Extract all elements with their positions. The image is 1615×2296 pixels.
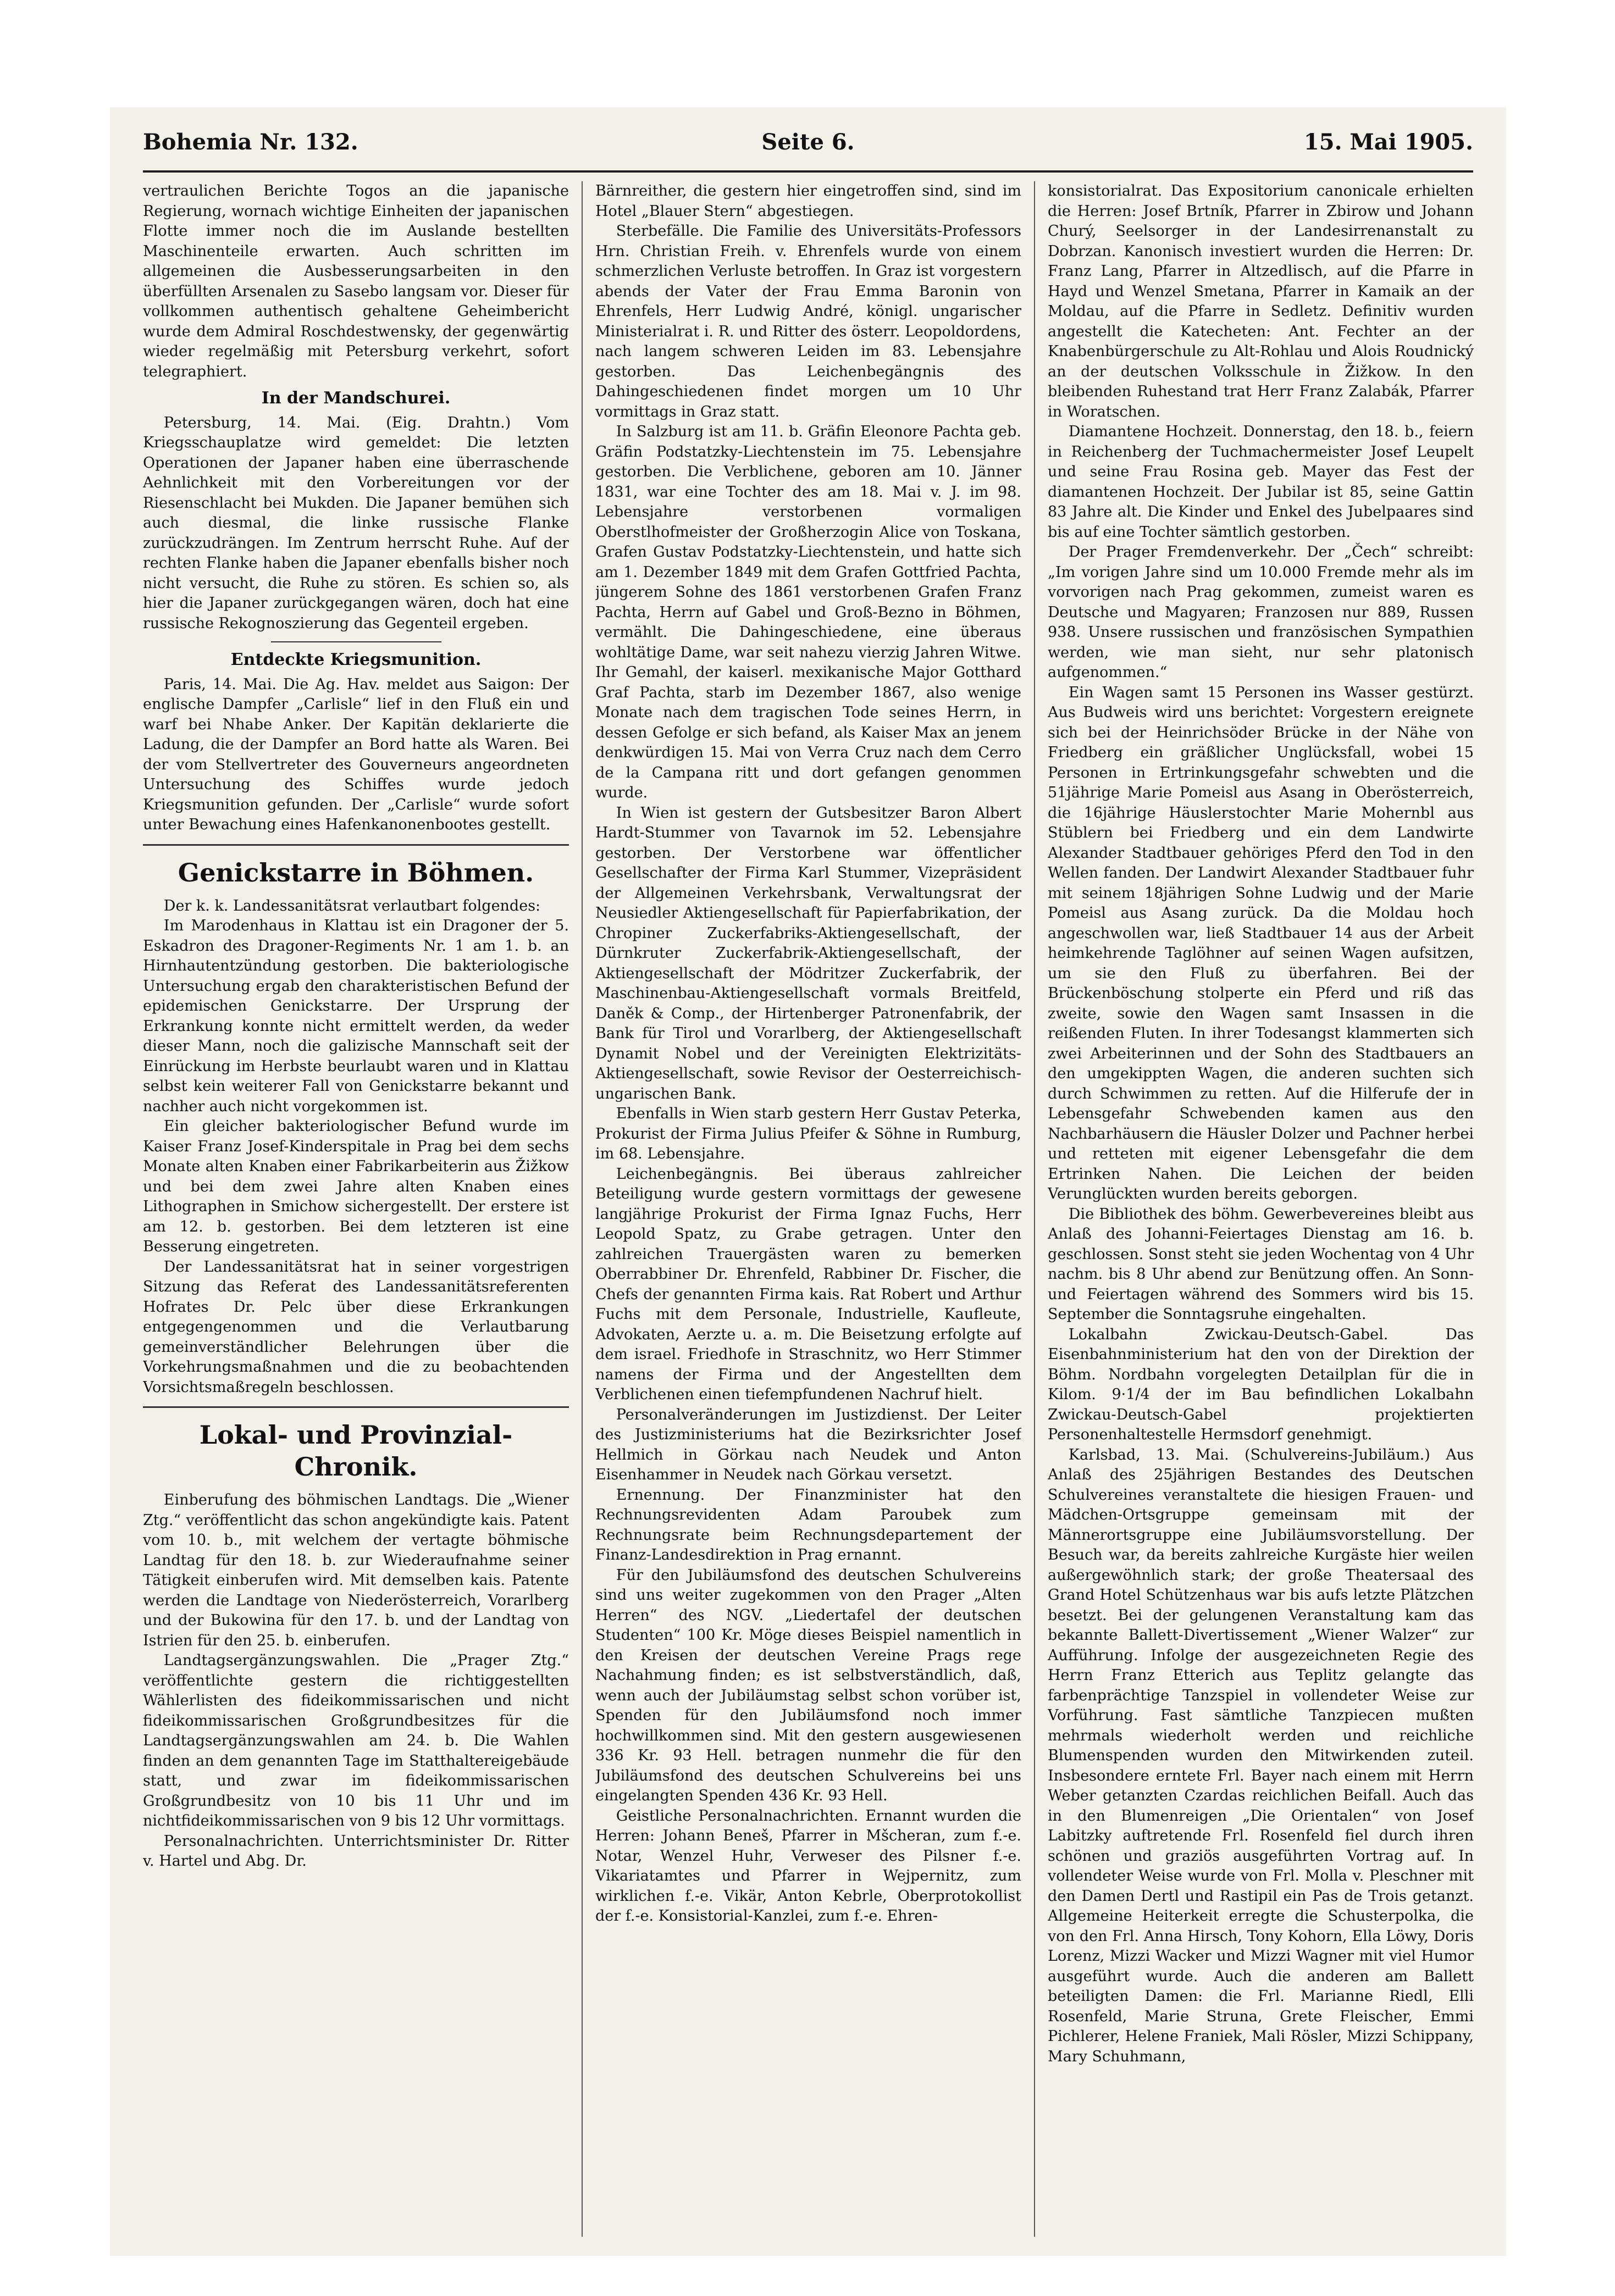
news-item: Sterbefälle. Die Familie des Universitäts-Professors Hrn. Christian Freih. v. Ehrenfels wurde von einem schmerzlichen Verluste betroffen. In Graz ist vorgestern abends der Vater der Frau Emma Baronin von Ehrenfels, Herr Ludwig André, königl. ungarischer Ministerialrat i. R. und Ritter des österr. Leopoldordens, nach langem schweren Leiden im 83. Lebensjahre gestorben. Das Leichenbegängnis des Dahingeschiedenen findet morgen um 10 Uhr vormittags in Graz statt.: [595, 223, 1021, 420]
column-middle: [595, 181, 1021, 2237]
article-headline: Genickstarre in Böhmen.: [178, 857, 534, 888]
page-number: Seite 6.: [761, 129, 855, 155]
column-right: [1048, 181, 1474, 2237]
separator: [143, 1406, 569, 1408]
news-item: Die Bibliothek des böhm. Gewerbevereines bleibt aus Anlaß des Johanni-Feiertages Dienstag am 16. b. geschlossen. Sonst steht sie jeden Wochentag von 4 Uhr nachm. bis 8 Uhr abend zur Benützung offen. An Sonn- und Feiertagen während des Sommers wird bis 15. September die Sonntagsruhe eingehalten.: [1048, 1205, 1474, 1323]
news-item: Bärnreither, die gestern hier eingetroffen sind, sind im Hotel „Blauer Stern“ abgestiegen.: [595, 182, 1021, 220]
column-left: [143, 181, 569, 2237]
article-text: Petersburg, 14. Mai. (Eig. Drahtn.) Vom Kriegsschauplatze wird gemeldet: Die letzten Operationen der Japaner haben eine überraschende Aehnlichkeit mit den Vorbereitungen vor der Riesenschlacht bei Mukden. Die Japaner bemühen sich auch diesmal, die linke russische Flanke zurückzudrängen. Im Zentrum herrscht Ruhe. Auf der rechten Flanke haben die Japaner ebenfalls bisher noch nicht versucht, die Ruhe zu stören. Es schien so, als hier die Japaner zurückgegangen wären, doch hat eine russische Rekognoszierung das Gegenteil ergeben.: [143, 414, 569, 632]
newspaper-page: [110, 107, 1506, 2256]
news-item: Landtagsergänzungswahlen. Die „Prager Ztg.“ veröffentlichte gestern die richtiggestellten Wählerlisten des fideikommissarischen und nicht fideikommissarischen Großgrundbesitzes für die Landtagsergänzungswahlen am 24. b. Die Wahlen finden an dem genannten Tage im Statthaltereigebäude statt, und zwar im fideikommissarischen Großgrundbesitz von 10 bis 11 Uhr und im nichtfideikommissarischen von 9 bis 12 Uhr vormittags.: [143, 1652, 569, 1829]
news-item: Karlsbad, 13. Mai. (Schulvereins-Jubiläum.) Aus Anlaß des 25jährigen Bestandes des Deutschen Schulvereines veranstaltete die hiesigen Frauen- und Mädchen-Ortsgruppe gemeinsam mit der Männerortsgruppe eine Jubiläumsvorstellung. Der Besuch war, da bereits zahlreiche Kurgäste hier weilen außergewöhnlich stark; der große Theatersaal des Grand Hotel Schützenhaus war bis aufs letzte Plätzchen besetzt. Bei der gelungenen Veranstaltung kam das bekannte Ballett-Divertissement „Wiener Walzer“ zur Aufführung. Infolge der ausgezeichneten Regie des Herrn Franz Etterich aus Teplitz gelangte das farbenprächtige Tanzspiel in vollendeter Weise zur Vorführung. Fast sämtliche Tanzpiecen mußten mehrmals wiederholt werden und reichliche Blumenspenden wurden den Mitwirkenden zuteil. Insbesondere erntete Frl. Bayer nach einem mit Herrn Weber getanzten Czardas reichlichen Beifall. Auch das in den Blumenreigen „Die Orientalen“ von Josef Labitzky auftretende Frl. Rosenfeld fiel durch ihren schönen und graziös ausgeführten Vortrag auf. In vollendeter Weise wurde von Frl. Molla v. Pleschner mit den Damen Dertl und Rastipil ein Pas de Trois getanzt. Allgemeine Heiterkeit erregte die Schusterpolka, die von den Frl. Anna Hirsch, Tony Kohorn, Ella Löwy, Doris Lorenz, Mizzi Wacker und Mizzi Wagner mit viel Humor ausgeführt wurde. Auch die anderen am Ballett beteiligten Damen: die Frl. Marianne Riedl, Elli Rosenfeld, Marie Struna, Grete Fleischer, Emmi Pichlerer, Helene Franiek, Mali Rösler, Mizzi Schippany, Mary Schuhmann,: [1048, 1446, 1474, 2065]
separator: [143, 844, 569, 846]
news-item: konsistorialrat. Das Expositorium canonicale erhielten die Herren: Josef Brtník, Pfarrer in Zbirow und Johann Churý, Seelsorger in der Landesirrenanstalt zu Dobrzan. Kanonisch investiert wurden die Herren: Dr. Franz Lang, Pfarrer in Altzedlisch, auf die Pfarre in Hayd und Wenzel Smetana, Pfarrer in Kamaik an der Moldau, auf die Pfarre in Sedletz. Definitiv wurden angestellt die Katecheten: Ant. Fechter an der Knabenbürgerschule zu Alt-Rohlau und Alois Roudnický an der deutschen Volksschule in Žižkow. In den bleibenden Ruhestand trat Herr Franz Zalabák, Pfarrer in Woratschen.: [1048, 182, 1474, 420]
article-text: Der k. k. Landessanitätsrat verlautbart folgendes:: [163, 897, 541, 914]
news-item: Personalnachrichten. Unterrichtsminister Dr. Ritter v. Hartel und Abg. Dr.: [143, 1832, 569, 1870]
article-text: Paris, 14. Mai. Die Ag. Hav. meldet aus Saigon: Der englische Dampfer „Carlisle“ lief in den Fluß ein und warf bei Nhabe Anker. Der Kapitän deklarierte die Ladung, die der Dampfer an Bord hatte als Waren. Bei der vom Stellvertreter des Gouverneurs angeordneten Untersuchung des Schiffes wurde jedoch Kriegsmunition gefunden. Der „Carlisle“ wurde sofort unter Bewachung eines Hafenkanonenbootes gestellt.: [143, 675, 569, 833]
section-heading: In der Mandschurei.: [261, 389, 451, 408]
article-text: Ein gleicher bakteriologischer Befund wurde im Kaiser Franz Josef-Kinderspitale in Prag bei dem sechs Monate alten Knaben einer Fabrikarbeiterin aus Žižkow und bei dem zwei Jahre alten Knaben eines Lithographen in Smichow sichergestellt. Der erstere ist am 12. b. gestorben. Bei dem letzteren ist eine Besserung eingetreten.: [143, 1118, 569, 1255]
column-divider: [1034, 181, 1035, 2237]
section-headline: Lokal- und Provinzial-Chronik.: [199, 1420, 513, 1482]
news-item: Personalveränderungen im Justizdienst. Der Leiter des Justizministeriums hat die Bezirksrichter Josef Hellmich in Görkau nach Neudek und Anton Eisenhammer in Neudek nach Görkau versetzt.: [595, 1406, 1021, 1483]
news-item: Einberufung des böhmischen Landtags. Die „Wiener Ztg.“ veröffentlicht das schon angekündigte kais. Patent vom 10. b., mit welchem der vertagte böhmische Landtag für den 18. b. zur Wiederaufnahme seiner Tätigkeit einberufen wird. Mit demselben kais. Patente werden die Landtage von Niederösterreich, Vorarlberg und der Bukowina für den 17. b. und der Landtag von Istrien für den 25. b. einberufen.: [143, 1491, 569, 1649]
section-heading: Entdeckte Kriegsmunition.: [230, 650, 482, 669]
news-item: Leichenbegängnis. Bei überaus zahlreicher Beteiligung wurde gestern vormittags der gewesene langjährige Prokurist der Firma Ignaz Fuchs, Herr Leopold Spatz, zu Grabe getragen. Unter den zahlreichen Trauergästen waren zu bemerken Oberrabbiner Dr. Ehrenfeld, Rabbiner Dr. Fischer, die Chefs der genannten Firma kais. Rat Robert und Arthur Fuchs mit dem Personale, Industrielle, Kaufleute, Advokaten, Aerzte u. a. m. Die Beisetzung erfolgte auf dem israel. Friedhofe in Straschnitz, wo Herr Stimmer namens der Firma und der Angestellten dem Verblichenen einen tiefempfundenen Nachruf hielt.: [595, 1165, 1021, 1403]
masthead-issue: Bohemia Nr. 132.: [143, 129, 358, 155]
news-item: Ein Wagen samt 15 Personen ins Wasser gestürzt. Aus Budweis wird uns berichtet: Vorgestern ereignete sich bei der Heinrichsöder Brücke in der Nähe von Friedberg ein gräßlicher Unglücksfall, wobei 15 Personen in Ertrinkungsgefahr schwebten und die 51jährige Marie Pomeisl aus Asang in Oberösterreich, die 16jährige Häuslerstochter Marie Mohernbl aus Stüblern bei Friedberg und ein dem Landwirte Alexander Stadtbauer gehöriges Pferd den Tod in den Wellen fanden. Der Landwirt Alexander Stadtbauer fuhr mit seinem 18jährigen Sohne Ludwig und der Marie Pomeisl aus Asang zurück. Da die Moldau hoch angeschwollen war, ließ Stadtbauer 14 aus der Arbeit heimkehrende Taglöhner auf seinen Wagen aufsitzen, um sie den Fluß zu überfahren. Bei der Brückenböschung stolperte ein Pferd und riß das zweite, sowie den Wagen samt Insassen in die reißenden Fluten. In ihrer Todesangst klammerten sich zwei Arbeiterinnen und der Sohn des Stadtbauers an den umgekippten Wagen, die anderen suchten sich durch Schwimmen zu retten. Auf die Hilferufe der in Lebensgefahr Schwebenden kamen aus den Nachbarhäusern die Häusler Dolzer und Pachner herbei und retteten mit eigener Lebensgefahr die dem Ertrinken Nahen. Die Leichen der beiden Verunglückten wurden bereits geborgen.: [1048, 684, 1474, 1202]
article-text: Der Landessanitätsrat hat in seiner vorgestrigen Sitzung das Referat des Landessanitätsreferenten Hofrates Dr. Pelc über diese Erkrankungen entgegengenommen und die Verlautbarung gemeinverständlicher Belehrungen über die Vorkehrungsmaßnahmen und die zu beobachtenden Vorsichtsmaßregeln beschlossen.: [143, 1258, 569, 1396]
header-rule: [143, 170, 1473, 173]
news-item: Ernennung. Der Finanzminister hat den Rechnungsrevidenten Adam Paroubek zum Rechnungsrate beim Rechnungsdepartement der Finanz-Landesdirektion in Prag ernannt.: [595, 1486, 1021, 1563]
column-divider: [582, 181, 583, 2237]
issue-date: 15. Mai 1905.: [1303, 129, 1473, 155]
news-item: Für den Jubiläumsfond des deutschen Schulvereins sind uns weiter zugekommen von den Prager „Alten Herren“ des NGV. „Liedertafel der deutschen Studenten“ 100 Kr. Möge dieses Beispiel namentlich in den Kreisen der deutschen Vereine Prags rege Nachahmung finden; es ist selbstverständlich, daß, wenn auch der Jubiläumstag selbst schon vorüber ist, Spenden für den Jubiläumsfond noch immer hochwillkommen sind. Mit den gestern ausgewiesenen 336 Kr. 93 Hell. betragen nunmehr die für den Jubiläumsfond des deutschen Schulvereins bei uns eingelangten Spenden 436 Kr. 93 Hell.: [595, 1566, 1021, 1804]
article-text: Im Marodenhaus in Klattau ist ein Dragoner der 5. Eskadron des Dragoner-Regiments Nr. 1 am 1. b. an Hirnhautentzündung gestorben. Die bakteriologische Untersuchung ergab den charakteristischen Befund der epidemischen Genickstarre. Der Ursprung der Erkrankung konnte nicht ermittelt werden, da weder dieser Mann, noch die galizische Mannschaft seit der Einrückung im Herbste beurlaubt waren und in Klattau selbst kein weiterer Fall von Genickstarre bekannt und nachher auch nicht vorgekommen ist.: [143, 917, 569, 1115]
news-item: Geistliche Personalnachrichten. Ernannt wurden die Herren: Johann Beneš, Pfarrer in Mšcheran, zum f.-e. Notar, Wenzel Huhr, Verweser des Pilsner f.-e. Vikariatamtes und Pfarrer in Wejpernitz, zum wirklichen f.-e. Vikär, Anton Kebrle, Oberprotokollist der f.-e. Konsistorial-Kanzlei, zum f.-e. Ehren-: [595, 1807, 1021, 1925]
article-text: vertraulichen Berichte Togos an die japanische Regierung, wornach wichtige Einheiten der japanischen Flotte immer noch die im Auslande bestellten Maschinenteile erwarten. Auch schritten im allgemeinen die Ausbesserungsarbeiten in den überfüllten Arsenalen zu Sasebo langsam vor. Dieser für vollkommen authentisch gehaltene Geheimbericht wurde dem Admiral Roschdestwensky, der gegenwärtig wieder regelmäßig mit Petersburg verkehrt, sofort telegraphiert.: [143, 182, 569, 380]
news-item: Der Prager Fremdenverkehr. Der „Čech“ schreibt: „Im vorigen Jahre sind um 10.000 Fremde mehr als im vorvorigen nach Prag gekommen, zumeist waren es Deutsche und Magyaren; Franzosen nur 889, Russen 938. Unsere russischen und französischen Sympathien werden, wie man sieht, nur sehr platonisch aufgenommen.“: [1048, 544, 1474, 681]
page-header: [143, 129, 1473, 168]
news-item: In Salzburg ist am 11. b. Gräfin Eleonore Pachta geb. Gräfin Podstatzky-Liechtenstein im 75. Lebensjahre gestorben. Die Verblichene, geboren am 10. Jänner 1831, war eine Tochter des am 18. Mai v. J. im 98. Lebensjahre verstorbenen vormaligen Oberstlhofmeister der Großherzogin Alice von Toskana, Grafen Gustav Podstatzky-Liechtenstein, und hatte sich am 1. Dezember 1849 mit dem Grafen Gottfried Pachta, jüngerem Sohne des 1861 verstorbenen Grafen Franz Pachta, Herrn auf Gabel und Groß-Bezno in Böhmen, vermählt. Die Dahingeschiedene, eine überaus wohltätige Dame, war seit nahezu vierzig Jahren Witwe. Ihr Gemahl, der kaiserl. mexikanische Major Gotthard Graf Pachta, starb im Dezember 1867, also wenige Monate nach dem tragischen Tode seines Herrn, in dessen Gefolge er sich befand, als Kaiser Max an jenem denkwürdigen 15. Mai von Verra Cruz nach dem Cerro de la Campana ritt und dort gefangen genommen wurde.: [595, 423, 1021, 801]
news-item: Lokalbahn Zwickau-Deutsch-Gabel. Das Eisenbahnministerium hat den von der Direktion der Böhm. Nordbahn vorgelegten Detailplan für die in Kilom. 9·1/4 der im Bau befindlichen Lokalbahn Zwickau-Deutsch-Gabel projektierten Personenhaltestelle Hermsdorf genehmigt.: [1048, 1326, 1474, 1443]
news-item: In Wien ist gestern der Gutsbesitzer Baron Albert Hardt-Stummer von Tavarnok im 52. Lebensjahre gestorben. Der Verstorbene war öffentlicher Gesellschafter der Firma Karl Stummer, Vizepräsident der Allgemeinen Verkehrsbank, Verwaltungsrat der Neusiedler Aktiengesellschaft für Papierfabrikation, der Chropiner Zuckerfabriks-Aktiengesellschaft, der Dürnkruter Zuckerfabrik-Aktiengesellschaft, der Aktiengesellschaft der Mödritzer Zuckerfabrik, der Maschinenbau-Aktiengesellschaft vormals Breitfeld, Daněk & Comp., der Hirtenberger Patronenfabrik, der Bank für Tirol und Vorarlberg, der Aktiengesellschaft Dynamit Nobel und der Vereinigten Elektrizitäts-Aktiengesellschaft, sowie Revisor der Oesterreichisch-ungarischen Bank.: [595, 804, 1021, 1102]
news-item: Diamantene Hochzeit. Donnerstag, den 18. b., feiern in Reichenberg der Tuchmachermeister Josef Leupelt und seine Frau Rosina geb. Mayer das Fest der diamantenen Hochzeit. Der Jubilar ist 85, seine Gattin 83 Jahre alt. Die Kinder und Enkel des Jubelpaares sind bis auf eine Tochter sämtlich gestorben.: [1048, 423, 1474, 541]
news-item: Ebenfalls in Wien starb gestern Herr Gustav Peterka, Prokurist der Firma Julius Pfeifer & Söhne in Rumburg, im 68. Lebensjahre.: [595, 1105, 1021, 1162]
separator: [271, 641, 441, 642]
